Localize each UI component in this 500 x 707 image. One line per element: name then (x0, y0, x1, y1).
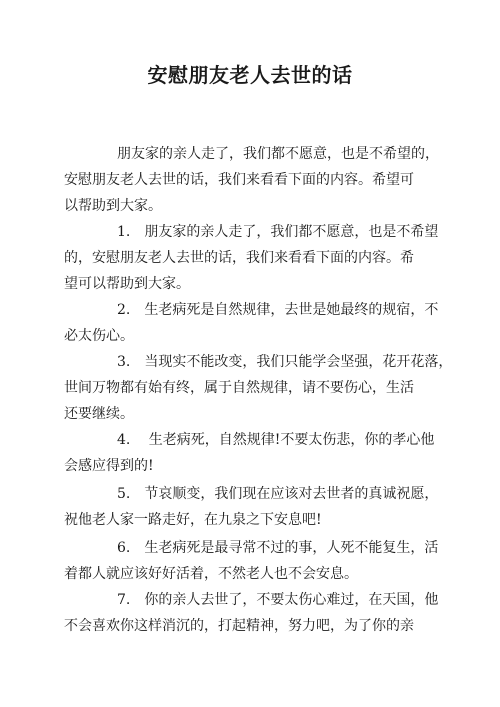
paragraph-line: 还要继续。 (64, 406, 134, 422)
paragraph-intro (64, 141, 444, 219)
document-title: 安慰朋友老人去世的话 (147, 63, 353, 87)
paragraph-line: 必太伤心。 (64, 328, 134, 344)
paragraph-line: 5. 节哀顺变，我们现在应该对去世者的真诚祝愿， (117, 486, 439, 502)
paragraph-line: 2. 生老病死是自然规律，去世是她最终的规宿，不 (117, 302, 439, 318)
paragraph-item-4 (64, 427, 444, 479)
paragraph-line: 世间万物都有始有终，属于自然规律，请不要伤心，生活 (64, 380, 414, 396)
paragraph-line: 望可以帮助到大家。 (64, 276, 190, 292)
paragraph-line: 不会喜欢你这样消沉的，打起精神，努力吧，为了你的亲 (64, 618, 414, 634)
paragraph-item-3 (64, 349, 453, 427)
paragraph-line: 会感应得到的! (64, 458, 154, 474)
paragraph-line: 的，安慰朋友老人去世的话，我们来看看下面的内容。希 (64, 250, 414, 266)
paragraph-line: 3. 当现实不能改变，我们只能学会坚强，花开花落， (117, 354, 453, 370)
paragraph-item-6 (64, 535, 444, 587)
paragraph-item-7 (64, 587, 444, 639)
paragraph-line: 安慰朋友老人去世的话，我们来看看下面的内容。希望可 (64, 172, 414, 188)
paragraph-line: 1. 朋友家的亲人走了，我们都不愿意，也是不希望 (117, 224, 439, 240)
paragraph-line: 6. 生老病死是最寻常不过的事，人死不能复生，活 (117, 540, 439, 556)
paragraph-line: 着都人就应该好好活着，不然老人也不会安息。 (64, 566, 358, 582)
paragraph-item-2 (64, 297, 444, 349)
paragraph-line: 祝他老人家一路走好，在九泉之下安息吧! (64, 512, 322, 528)
paragraph-line: 7. 你的亲人去世了，不要太伤心难过，在天国，他 (117, 592, 439, 608)
paragraph-line: 朋友家的亲人走了，我们都不愿意，也是不希望的， (117, 146, 439, 162)
paragraph-item-5 (64, 481, 444, 533)
paragraph-line: 4. 生老病死，自然规律!不要太伤悲，你的孝心他 (117, 432, 435, 448)
paragraph-line: 以帮助到大家。 (64, 198, 162, 214)
paragraph-item-1 (64, 219, 444, 297)
